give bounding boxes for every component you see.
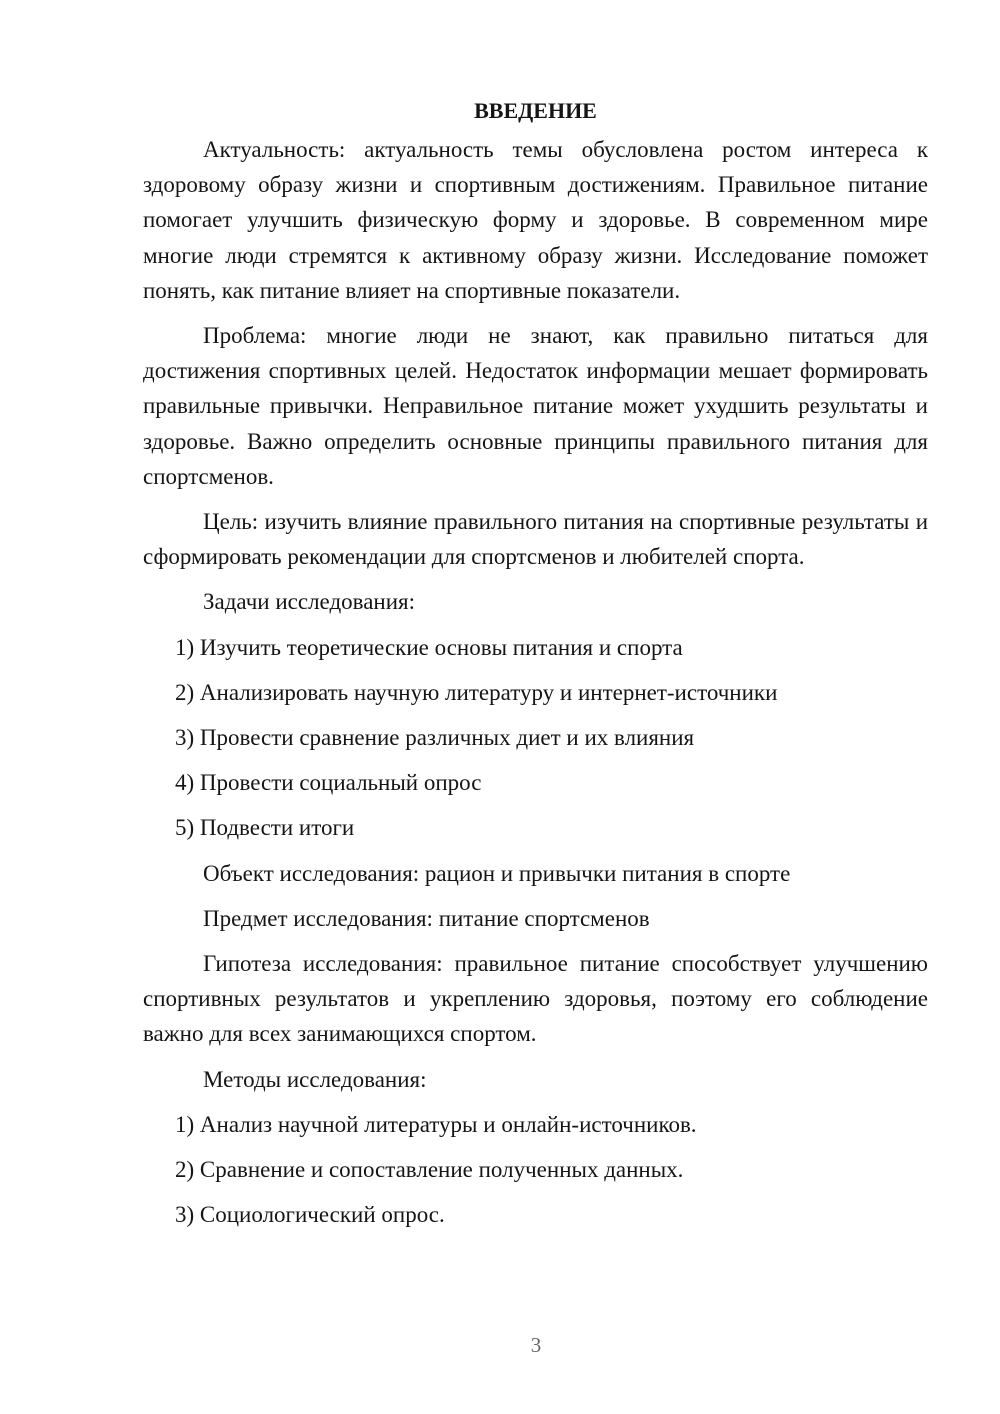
list-item: 3) Социологический опрос. <box>175 1202 445 1228</box>
list-item: 1) Изучить теоретические основы питания и спорта <box>175 634 683 660</box>
relevance-paragraph: Актуальность: актуальность темы обусловлена ростом интереса к здоровому образу жизни и спортивным достижениям. Правильное питание помогает улучшить физическую форму и здоровье. В современном мире многие люди стремятся к активному образу жизни. Исследование поможет понять, как питание влияет на спортивные показатели. <box>143 137 928 303</box>
list-item: 2) Анализировать научную литературу и интернет-источники <box>175 679 778 705</box>
list-item: 1) Анализ научной литературы и онлайн-источников. <box>175 1111 697 1137</box>
tasks-list <box>143 630 928 846</box>
goal-paragraph: Цель: изучить влияние правильного питания на спортивные результаты и сформировать рекомендации для спортсменов и любителей спорта. <box>143 509 928 570</box>
object-paragraph: Объект исследования: рацион и привычки питания в спорте <box>203 860 791 886</box>
section-title: ВВЕДЕНИЕ <box>474 98 597 123</box>
list-item: 3) Провести сравнение различных диет и их влияния <box>175 725 695 751</box>
hypothesis-paragraph: Гипотеза исследования: правильное питание способствует улучшению спортивных результатов и укреплению здоровья, поэтому его соблюдение важно для всех занимающихся спортом. <box>143 951 928 1047</box>
subject-paragraph: Предмет исследования: питание спортсменов <box>203 905 650 931</box>
list-item: 5) Подвести итоги <box>175 815 355 841</box>
methods-list <box>143 1107 928 1233</box>
problem-paragraph: Проблема: многие люди не знают, как правильно питаться для достижения спортивных целей. Недостаток информации мешает формировать правильные привычки. Неправильное питание может ухудшить результаты и здоровье. Важно определить основные принципы правильного питания для спортсменов. <box>143 323 928 489</box>
methods-heading: Методы исследования: <box>203 1066 427 1092</box>
document-page <box>143 96 928 1242</box>
page-number: 3 <box>530 1333 542 1357</box>
list-item: 4) Провести социальный опрос <box>175 770 482 796</box>
list-item: 2) Сравнение и сопоставление полученных данных. <box>175 1157 684 1183</box>
tasks-heading: Задачи исследования: <box>203 589 416 615</box>
